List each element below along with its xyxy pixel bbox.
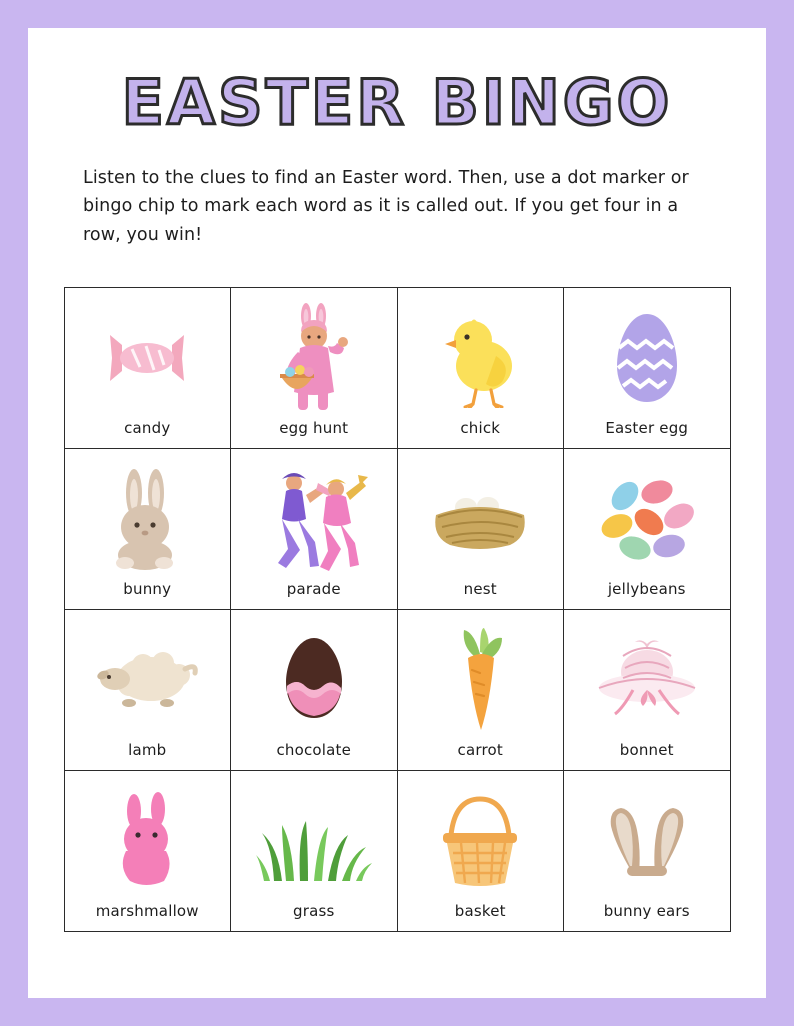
jellybeans-icon (568, 457, 726, 580)
candy-icon (69, 296, 227, 419)
bingo-cell-label: candy (124, 419, 171, 438)
parade-icon (235, 457, 393, 580)
bingo-cell-label: carrot (457, 741, 503, 760)
lamb-icon (69, 618, 227, 741)
bingo-cell-chick[interactable] (397, 288, 564, 449)
bingo-cell-marshmallow[interactable] (64, 771, 231, 932)
bingo-cell-basket[interactable] (397, 771, 564, 932)
bingo-cell-label: chocolate (276, 741, 352, 760)
bingo-cell-lamb[interactable] (64, 610, 231, 771)
bingo-cell-label: bonnet (619, 741, 674, 760)
bingo-cell-nest[interactable] (397, 449, 564, 610)
bingo-cell-label: grass (292, 902, 335, 921)
bingo-cell-label: nest (463, 580, 497, 599)
bingo-cell-bunny[interactable] (64, 449, 231, 610)
bingo-cell-label: bunny ears (603, 902, 690, 921)
bingo-cell-bunny-ears[interactable] (564, 771, 731, 932)
bingo-cell-carrot[interactable] (397, 610, 564, 771)
table-row (64, 449, 730, 610)
bingo-cell-candy[interactable] (64, 288, 231, 449)
bingo-cell-chocolate[interactable] (231, 610, 398, 771)
grass-icon (235, 779, 393, 902)
carrot-icon (402, 618, 560, 741)
bingo-cell-jellybeans[interactable] (564, 449, 731, 610)
bingo-cell-bonnet[interactable] (564, 610, 731, 771)
bingo-grid (64, 287, 731, 932)
bingo-cell-label: jellybeans (607, 580, 686, 599)
bingo-cell-label: bunny (123, 580, 172, 599)
bonnet-icon (568, 618, 726, 741)
bingo-cell-label: egg hunt (279, 419, 349, 438)
egg-hunt-icon (235, 296, 393, 419)
table-row (64, 771, 730, 932)
easter-egg-icon (568, 296, 726, 419)
bingo-cell-label: basket (454, 902, 506, 921)
bingo-cell-label: lamb (128, 741, 167, 760)
chocolate-icon (235, 618, 393, 741)
bingo-cell-egg-hunt[interactable] (231, 288, 398, 449)
bingo-cell-grass[interactable] (231, 771, 398, 932)
nest-icon (402, 457, 560, 580)
instructions-text: Listen to the clues to find an Easter word. Then, use a dot marker or bingo chip to mark each word as it is called out. If you get four in a row, you win! (83, 168, 689, 245)
page-title: EASTER BINGO (121, 66, 673, 139)
bingo-cell-easter-egg[interactable] (564, 288, 731, 449)
table-row (64, 288, 730, 449)
marshmallow-icon (69, 779, 227, 902)
bingo-cell-label: marshmallow (95, 902, 199, 921)
bingo-cell-label: parade (286, 580, 341, 599)
chick-icon (402, 296, 560, 419)
worksheet-page (28, 28, 766, 998)
bunny-ears-icon (568, 779, 726, 902)
bingo-cell-label: chick (460, 419, 501, 438)
table-row (64, 610, 730, 771)
basket-icon (402, 779, 560, 902)
bunny-icon (69, 457, 227, 580)
bingo-cell-label: Easter egg (605, 419, 689, 438)
bingo-cell-parade[interactable] (231, 449, 398, 610)
